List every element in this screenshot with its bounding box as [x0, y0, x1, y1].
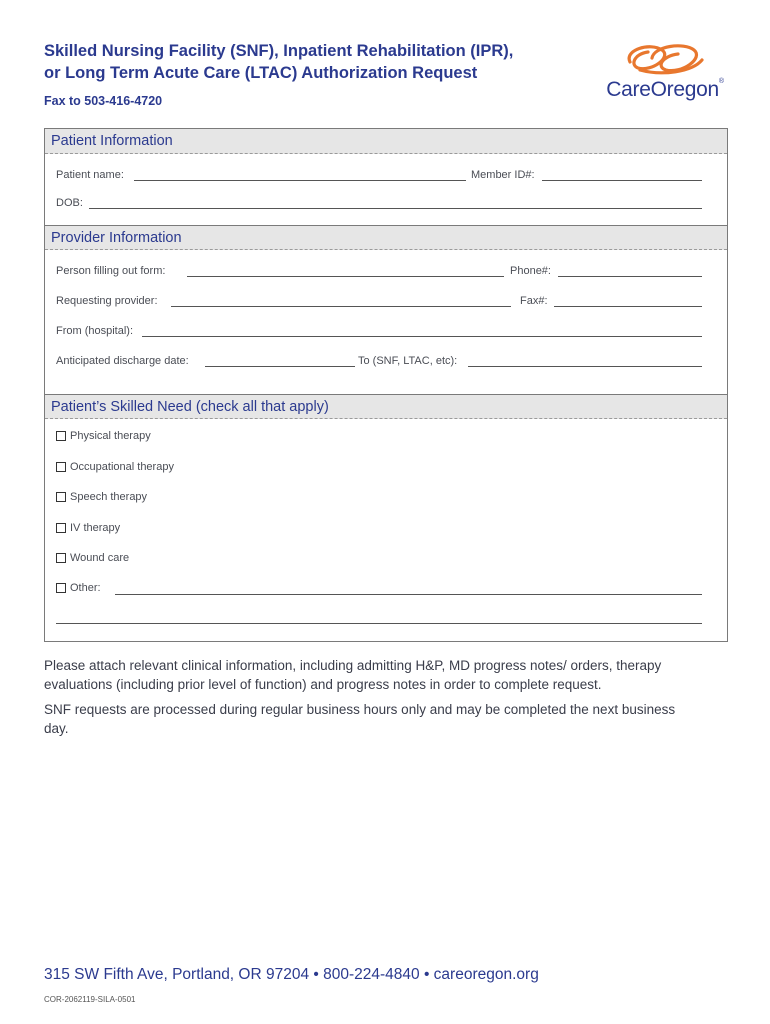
- patient-name-label: Patient name:: [56, 169, 124, 181]
- checkbox-label: Speech therapy: [70, 491, 148, 503]
- title-line-1: Skilled Nursing Facility (SNF), Inpatient Rehabilitation (IPR),: [44, 42, 514, 60]
- checkbox-label: Occupational therapy: [70, 461, 174, 473]
- other-field-line-2[interactable]: [56, 623, 702, 624]
- checkbox-physical-therapy[interactable]: [56, 430, 151, 442]
- checkbox-box[interactable]: [56, 523, 66, 533]
- to-facility-label: To (SNF, LTAC, etc):: [358, 355, 458, 367]
- logo-rings-icon: [622, 40, 708, 78]
- phone-label: Phone#:: [510, 265, 551, 277]
- member-id-label: Member ID#:: [471, 169, 535, 181]
- person-filling-field[interactable]: [187, 276, 504, 277]
- checkbox-label: Other:: [70, 582, 101, 594]
- checkbox-iv-therapy[interactable]: [56, 522, 120, 534]
- checkbox-other[interactable]: [56, 582, 101, 594]
- checkbox-box[interactable]: [56, 492, 66, 502]
- form-code: COR-2062119-SILA-0501: [44, 995, 136, 1004]
- checkbox-label: Wound care: [70, 552, 130, 564]
- dob-field[interactable]: [89, 208, 702, 209]
- discharge-date-label: Anticipated discharge date:: [56, 355, 189, 367]
- title-line-2: or Long Term Acute Care (LTAC) Authorization Request: [44, 64, 478, 82]
- requesting-provider-field[interactable]: [171, 306, 511, 307]
- authorization-form: [44, 128, 728, 642]
- checkbox-box[interactable]: [56, 462, 66, 472]
- fax-field[interactable]: [554, 306, 702, 307]
- fax-label: Fax#:: [520, 295, 548, 307]
- patient-info-heading: Patient Information: [45, 129, 727, 154]
- checkbox-occupational-therapy[interactable]: [56, 461, 174, 473]
- logo-wordmark: [600, 78, 730, 102]
- form-title: [44, 40, 564, 84]
- checkbox-box[interactable]: [56, 583, 66, 593]
- footer-contact: 315 SW Fifth Ave, Portland, OR 97204 • 800-224-4840 • careoregon.org: [44, 966, 539, 983]
- registered-mark: ®: [718, 78, 724, 85]
- discharge-date-field[interactable]: [205, 366, 355, 367]
- phone-field[interactable]: [558, 276, 702, 277]
- checkbox-label: IV therapy: [70, 522, 121, 534]
- to-facility-field[interactable]: [468, 366, 702, 367]
- checkbox-box[interactable]: [56, 431, 66, 441]
- person-filling-label: Person filling out form:: [56, 265, 166, 277]
- from-hospital-field[interactable]: [142, 336, 702, 337]
- provider-info-heading: Provider Information: [45, 225, 727, 250]
- member-id-field[interactable]: [542, 180, 702, 181]
- careoregon-logo: [600, 40, 730, 106]
- other-field[interactable]: [115, 594, 702, 595]
- instructions-paragraph-2: SNF requests are processed during regular business hours only and may be completed the next business day.: [44, 702, 676, 736]
- dob-label: DOB:: [56, 197, 83, 209]
- logo-text: CareOregon: [606, 78, 719, 101]
- checkbox-wound-care[interactable]: [56, 552, 129, 564]
- requesting-provider-label: Requesting provider:: [56, 295, 158, 307]
- instructions: [44, 656, 684, 744]
- fax-number: Fax to 503-416-4720: [44, 94, 163, 108]
- checkbox-speech-therapy[interactable]: [56, 491, 147, 503]
- instructions-paragraph-1: Please attach relevant clinical information, including admitting H&P, MD progress notes/ orders, therapy evaluations (including prior level of function) and progress notes in order to complete request.: [44, 658, 662, 692]
- from-hospital-label: From (hospital):: [56, 325, 134, 337]
- checkbox-label: Physical therapy: [70, 430, 151, 442]
- patient-name-field[interactable]: [134, 180, 466, 181]
- checkbox-box[interactable]: [56, 553, 66, 563]
- skilled-need-heading: Patient’s Skilled Need (check all that apply): [45, 394, 727, 419]
